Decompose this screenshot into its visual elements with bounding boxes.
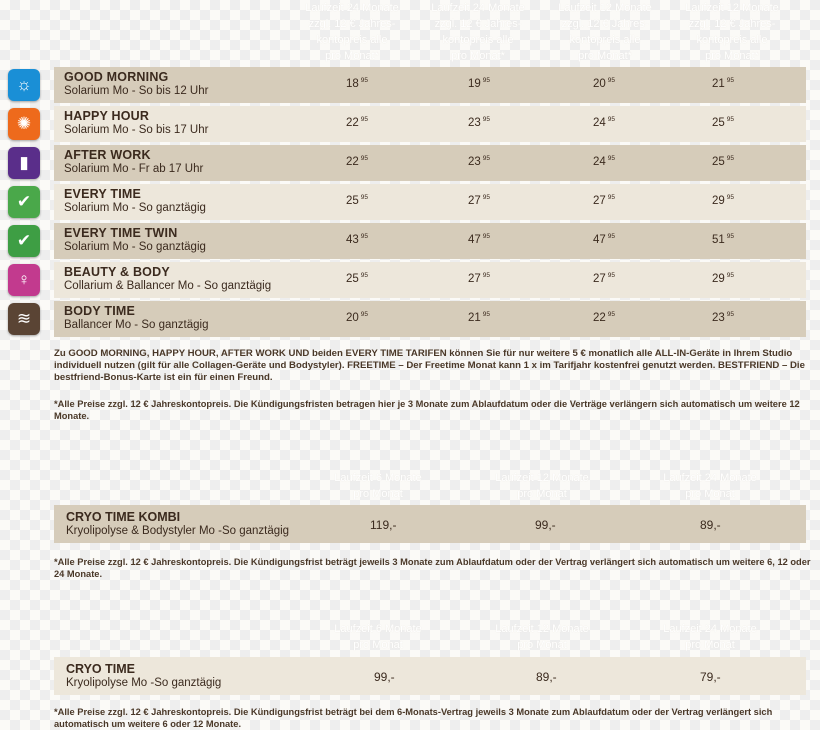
price-cell: 89,- <box>536 670 557 684</box>
tariff-title: GOOD MORNING <box>64 70 169 84</box>
rooster-icon: ☼ <box>8 69 40 101</box>
tariff-title: BODY TIME <box>64 304 136 318</box>
tariff-subtitle: Kryolipolyse & Bodystyler Mo -So ganztägig <box>66 525 290 537</box>
header-col-3: Laufzeit 12 Monate zzgl. 12 € Jahres- kontopreis alle pro Monat* <box>558 2 652 62</box>
price-cell: 21 $^{95}$ <box>712 77 735 90</box>
price-cell: 119,- <box>370 518 397 532</box>
tariff-title: HAPPY HOUR <box>64 109 150 123</box>
price-cell: 24 $^{95}$ <box>593 155 616 168</box>
price-cell: 43 $^{95}$ <box>346 233 369 246</box>
footnote-tariffs: *Alle Preise zzgl. 12 € Jahreskontopreis. Die Kündigungsfristen betragen hier je 3 Monate zum Ablaufdatum oder die Verträge verlängern sich automatisch um weitere 12 Monate. <box>54 399 800 421</box>
price-cell: 89,- <box>700 518 721 532</box>
tariff-subtitle: Collarium & Ballancer Mo - So ganztägig <box>64 280 272 292</box>
price-cell: 23 $^{95}$ <box>712 311 735 324</box>
price-cell: 47 $^{95}$ <box>593 233 616 246</box>
price-cell: 29 $^{95}$ <box>712 272 735 285</box>
footnote-cryo-kombi: *Alle Preise zzgl. 12 € Jahreskontopreis. Die Kündigungsfrist beträgt jeweils 3 Monate zum Ablaufdatum oder der Vertrag verlängert sich automatisch um weitere 6, 12 oder 24 Monate. <box>54 557 811 579</box>
tariff-title: CRYO TIME KOMBI <box>66 510 181 524</box>
price-cell: 20 $^{95}$ <box>593 77 616 90</box>
price-cell: 99,- <box>535 518 556 532</box>
header-col-2: Laufzeit 24 Monate zzgl. 12 € Jahres- kontopreis alle pro Monat* <box>431 2 525 62</box>
solarium-icon: ▮ <box>8 147 40 179</box>
price-cell: 23 $^{95}$ <box>468 155 491 168</box>
tariff-subtitle: Kryolipolyse Mo -So ganztägig <box>66 677 222 689</box>
price-cell: 25 $^{95}$ <box>346 272 369 285</box>
tariff-subtitle: Solarium Mo - So bis 17 Uhr <box>64 124 209 136</box>
tariff-row-beauty-body <box>0 262 806 298</box>
price-cell: 79,- <box>700 670 721 684</box>
tariff-subtitle: Solarium Mo - Fr ab 17 Uhr <box>64 163 204 175</box>
price-cell: 27 $^{95}$ <box>468 272 491 285</box>
tariff-title: EVERY TIME TWIN <box>64 226 178 240</box>
check-clock-icon: ✔ <box>8 186 40 218</box>
tariff-row-every-time <box>0 184 806 220</box>
price-cell: 22 $^{95}$ <box>593 311 616 324</box>
price-cell: 51 $^{95}$ <box>712 233 735 246</box>
price-cell: 27 $^{95}$ <box>593 272 616 285</box>
price-cell: 18 $^{95}$ <box>346 77 369 90</box>
figure-icon: ♀ <box>8 264 40 296</box>
twin-clock-icon: ✔ <box>8 225 40 257</box>
price-cell: 22 $^{95}$ <box>346 116 369 129</box>
tariff-row-cryo-time <box>54 657 806 695</box>
promo-note: Zu GOOD MORNING, HAPPY HOUR, AFTER WORK UND beiden EVERY TIME TARIFEN können Sie für nur weitere 5 € monatlich alle ALL-IN-Geräte in Ihrem Studio individuell nutzen (gilt für alle Collagen-Geräte und Bodystyler). FREETIME – Der Freetime Monat kann 1 x im Tarifjahr kostenfrei genutzt werden. BESTFRIEND – Die bestfriend-Bonus-Karte ist ein für einen Freund. <box>54 348 805 383</box>
price-cell: 29 $^{95}$ <box>712 194 735 207</box>
body-wave-icon: ≋ <box>8 303 40 335</box>
price-cell: 24 $^{95}$ <box>593 116 616 129</box>
tariff-row-after-work <box>0 145 806 181</box>
sun-icon: ✺ <box>8 108 40 140</box>
price-cell: 99,- <box>374 670 395 684</box>
header-col-4: Laufzeit 12 Monate zzgl. 12 € Jahres- kontopreis alle pro Monat* <box>685 2 779 62</box>
header-col-1: Laufzeit 24 Monate zzgl. 12 € Jahres- kontopreis alle pro Monat* <box>305 2 399 62</box>
tariff-subtitle: Solarium Mo - So ganztägig <box>64 241 206 253</box>
price-cell: 22 $^{95}$ <box>346 155 369 168</box>
tariff-subtitle: Solarium Mo - So ganztägig <box>64 202 206 214</box>
tariff-title: AFTER WORK <box>64 148 151 162</box>
tariff-row-good-morning <box>0 67 806 103</box>
tariff-row-body-time <box>0 301 806 337</box>
price-cell: 25 $^{95}$ <box>712 116 735 129</box>
price-cell: 19 $^{95}$ <box>468 77 491 90</box>
price-cell: 47 $^{95}$ <box>468 233 491 246</box>
price-cell: 20 $^{95}$ <box>346 311 369 324</box>
tariff-title: BEAUTY & BODY <box>64 265 170 279</box>
tariff-subtitle: Ballancer Mo - So ganztägig <box>64 319 209 331</box>
tariff-row-cryo-time-kombi <box>54 505 806 543</box>
tariff-subtitle: Solarium Mo - So bis 12 Uhr <box>64 85 209 97</box>
tariff-row-every-time-twin <box>0 223 806 259</box>
price-cell: 21 $^{95}$ <box>468 311 491 324</box>
tariff-title: EVERY TIME <box>64 187 142 201</box>
price-cell: 27 $^{95}$ <box>593 194 616 207</box>
price-cell: 23 $^{95}$ <box>468 116 491 129</box>
tariff-row-happy-hour <box>0 106 806 142</box>
price-cell: 25 $^{95}$ <box>346 194 369 207</box>
footnote-cryo: *Alle Preise zzgl. 12 € Jahreskontopreis. Die Kündigungsfrist beträgt bei dem 6-Monats-Vertrag jeweils 3 Monate zum Ablaufdatum oder der Vertrag verlängert sich automatisch um weitere 6 oder 12 Monate. <box>54 707 773 729</box>
price-cell: 27 $^{95}$ <box>468 194 491 207</box>
price-cell: 25 $^{95}$ <box>712 155 735 168</box>
tariff-title: CRYO TIME <box>66 662 135 676</box>
